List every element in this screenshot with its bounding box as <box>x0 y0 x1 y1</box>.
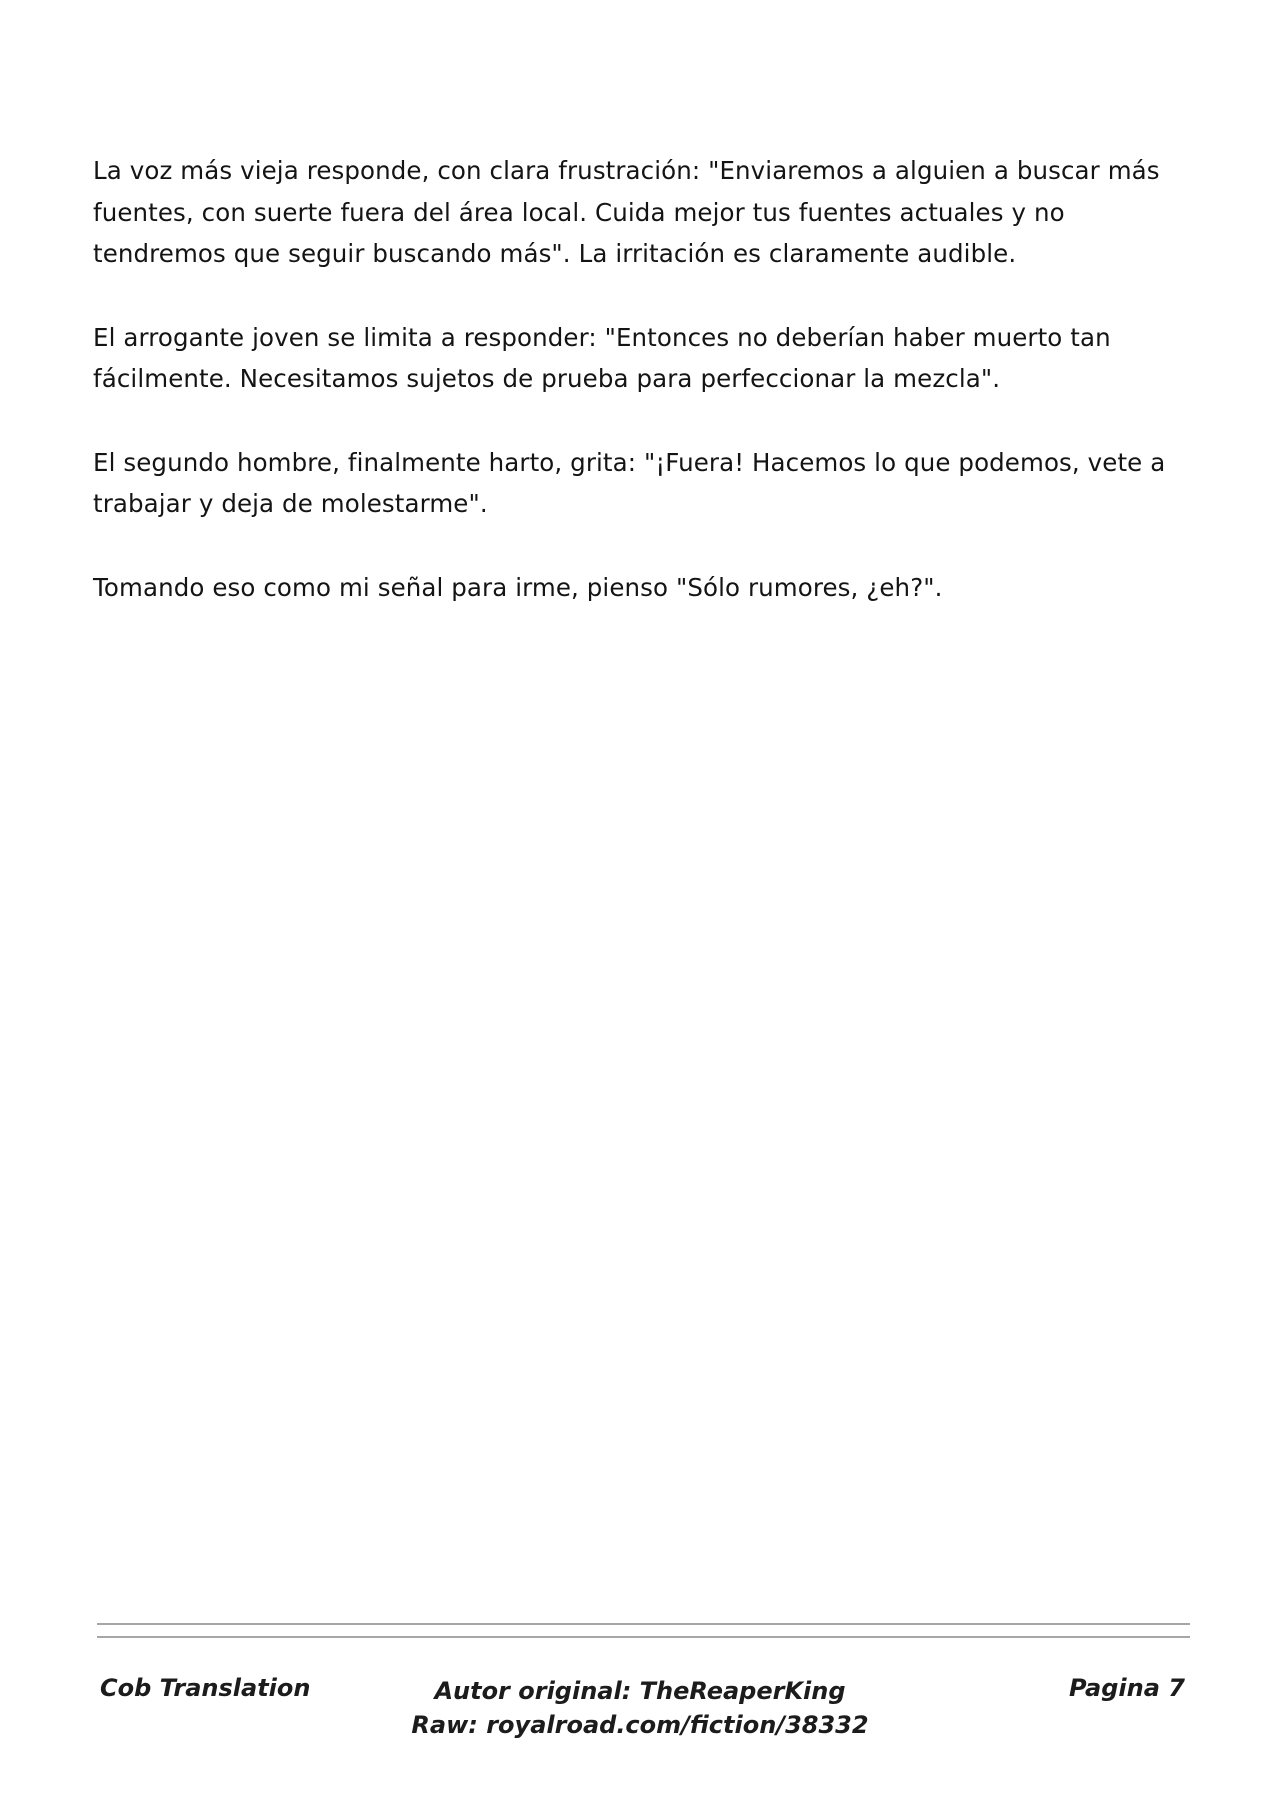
paragraph: El segundo hombre, finalmente harto, grita: "¡Fuera! Hacemos lo que podemos, vete a trabajar y deja de molestarme". <box>93 447 1166 518</box>
document-body <box>93 150 1203 650</box>
paragraph: Tomando eso como mi señal para irme, pienso "Sólo rumores, ¿eh?". <box>93 572 943 602</box>
footer-divider-bottom <box>97 1636 1190 1638</box>
paragraph: La voz más vieja responde, con clara frustración: "Enviaremos a alguien a buscar más fuentes, con suerte fuera del área local. Cuida mejor tus fuentes actuales y no tendremos que seguir buscando más". La irritación es claramente audible. <box>93 156 1160 268</box>
page-number: Pagina 7 <box>1069 1674 1185 1702</box>
footer-translator: Cob Translation <box>100 1674 311 1702</box>
footer-divider-top <box>97 1623 1190 1625</box>
paragraph: El arrogante joven se limita a responder: "Entonces no deberían haber muerto tan fácilmente. Necesitamos sujetos de prueba para perfeccionar la mezcla". <box>93 322 1111 393</box>
footer-raw-source: Raw: royalroad.com/fiction/38332 <box>411 1711 869 1739</box>
footer-author: Autor original: TheReaperKing <box>434 1677 846 1705</box>
